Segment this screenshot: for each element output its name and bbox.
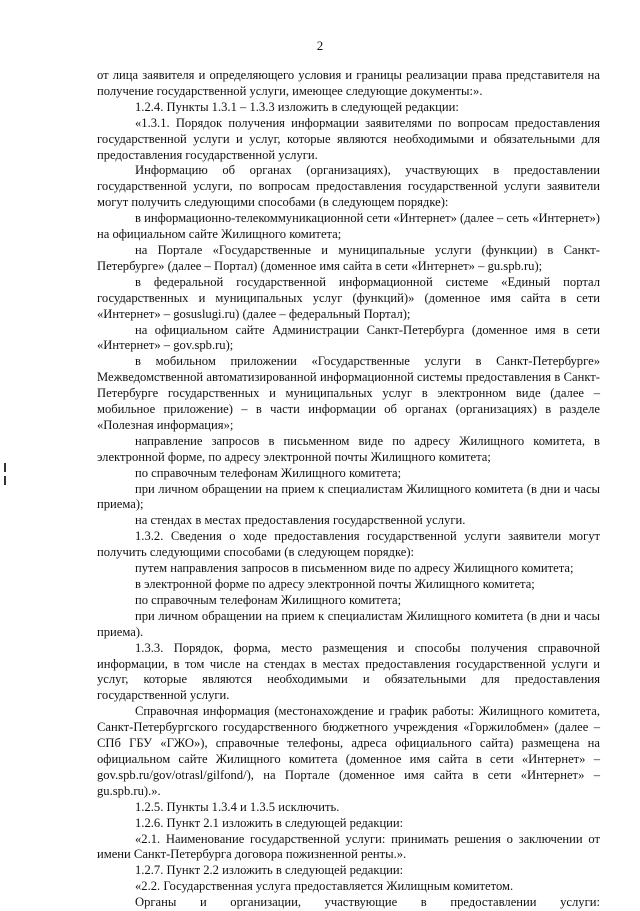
paragraph: направление запросов в письменном виде по адресу Жилищного комитета, в электронной форме, по адресу электронной почты Жилищного комитета; — [97, 433, 600, 464]
paragraph: на Портале «Государственные и муниципальные услуги (функции) в Санкт-Петербурге» (далее – Портал) (доменное имя сайта в сети «Интернет» – gu.spb.ru); — [97, 242, 600, 273]
margin-mark — [4, 463, 6, 472]
paragraph: по справочным телефонам Жилищного комитета; — [135, 592, 402, 607]
paragraph: Информацию об органах (организациях), участвующих в предоставлении государственной услуги, по вопросам предоставления государственной услуги заявители могут получить следующими способами (в следующем порядке): — [97, 163, 600, 210]
paragraph: при личном обращении на прием к специалистам Жилищного комитета (в дни и часы приема); — [97, 481, 600, 512]
paragraph: на официальном сайте Администрации Санкт-Петербурга (доменное имя в сети «Интернет» – gov.spb.ru); — [97, 322, 600, 353]
paragraph: на стендах в местах предоставления государственной услуги. — [135, 513, 466, 528]
paragraph: «1.3.1. Порядок получения информации заявителями по вопросам предоставления государственной услуги и услуг, которые являются необходимыми и обязательными для предоставления государственной услуги. — [97, 115, 600, 162]
paragraph: 1.2.6. Пункт 2.1 изложить в следующей редакции: — [135, 815, 404, 830]
paragraph: Справочная информация (местонахождение и график работы: Жилищного комитета, Санкт-Петербургского государственного бюджетного учреждения «Горжилобмен» (далее – СПб ГБУ «ГЖО»), справочные телефоны, адреса официального сайта) размещена на официальном сайте Жилищного комитета (доменное имя сайта в сети «Интернет» – gov.spb.ru/gov/otrasl/gilfond/), на Портале (доменное имя сайта в сети «Интернет» – gu.spb.ru).». — [97, 704, 600, 798]
paragraph: путем направления запросов в письменном виде по адресу Жилищного комитета; — [135, 561, 574, 576]
document-body — [97, 68, 600, 911]
paragraph: в информационно-телекоммуникационной сети «Интернет» (далее – сеть «Интернет») на официальном сайте Жилищного комитета; — [97, 211, 600, 242]
paragraph: в мобильном приложении «Государственные услуги в Санкт-Петербурге» Межведомственной автоматизированной информационной системы предоставления в Санкт-Петербурге государственных и муниципальных услуг в электронном виде (далее – мобильное приложение) – в части информации об органах (организациях) в разделе «Полезная информация»; — [97, 354, 600, 432]
paragraph: «2.2. Государственная услуга предоставляется Жилищным комитетом. — [135, 879, 514, 894]
paragraph: в федеральной государственной информационной системе «Единый портал государственных и муниципальных услуг (функций)» (доменное имя сайта в сети «Интернет» – gosuslugi.ru) (далее – федеральный Портал); — [97, 274, 600, 321]
paragraph: 1.2.4. Пункты 1.3.1 – 1.3.3 изложить в следующей редакции: — [135, 99, 459, 114]
paragraph: 1.3.2. Сведения о ходе предоставления государственной услуги заявители могут получить следующими способами (в следующем порядке): — [97, 529, 600, 560]
page-number: 2 — [316, 38, 324, 53]
paragraph: по справочным телефонам Жилищного комитета; — [135, 465, 402, 480]
paragraph: 1.2.5. Пункты 1.3.4 и 1.3.5 исключить. — [135, 799, 340, 814]
margin-mark — [4, 476, 6, 485]
paragraph: 1.2.7. Пункт 2.2 изложить в следующей редакции: — [135, 863, 404, 878]
paragraph: 1.3.3. Порядок, форма, место размещения и способы получения справочной информации, в том числе на стендах в местах предоставления государственной услуги и услуг, которые являются необходимыми и обязательными для предоставления государственной услуги. — [97, 640, 600, 703]
paragraph: при личном обращении на прием к специалистам Жилищного комитета (в дни и часы приема). — [97, 608, 600, 639]
paragraph: «2.1. Наименование государственной услуги: принимать решения о заключении от имени Санкт-Петербурга договора пожизненной ренты.». — [97, 831, 600, 862]
paragraph: от лица заявителя и определяющего условия и границы реализации права представителя на получение государственной услуги, имеющее следующие документы:». — [97, 68, 600, 98]
paragraph: Органы и организации, участвующие в предоставлении услуги: — [135, 895, 600, 910]
paragraph: в электронной форме по адресу электронной почты Жилищного комитета; — [135, 577, 535, 591]
